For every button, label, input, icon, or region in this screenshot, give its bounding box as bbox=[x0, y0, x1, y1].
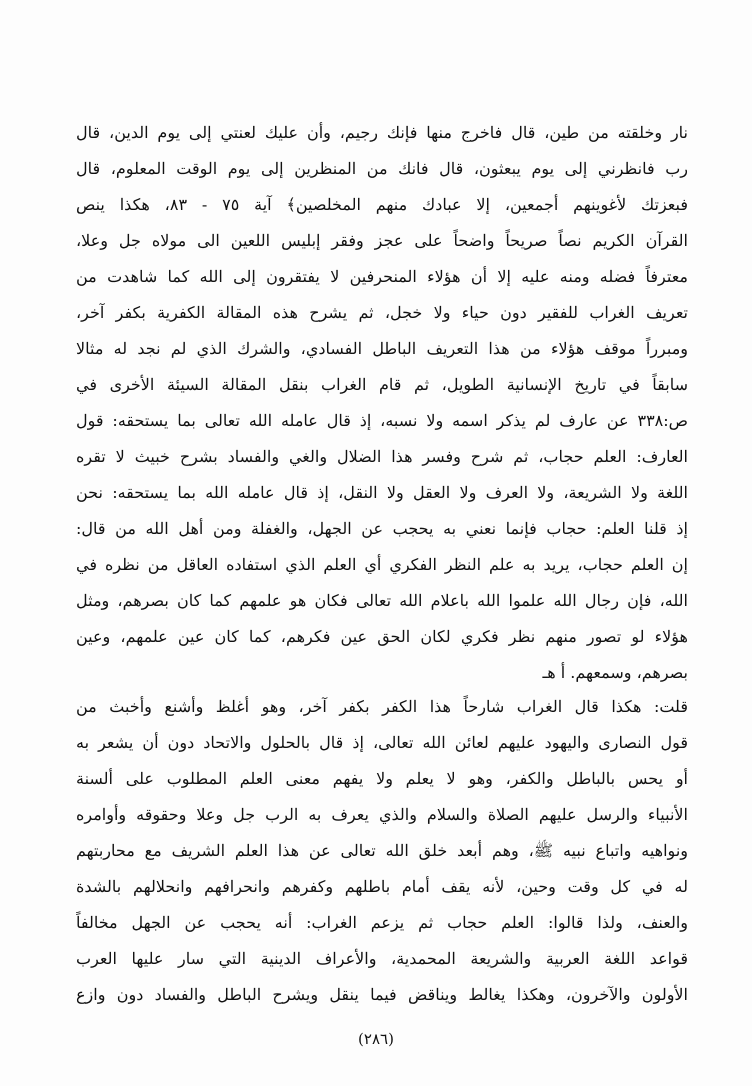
text-line: إن العلم حجاب، يريد به علم النظر الفكري أي العلم الذي استفاده العاقل من نظره في bbox=[76, 555, 688, 574]
text-line: نار وخلقته من طين، قال فاخرج منها فإنك رجيم، وأن عليك لعنتي إلى يوم الدين، قال bbox=[76, 123, 688, 142]
text-line: قول النصارى واليهود عليهم لعائن الله تعالى، إذ قال بالحلول والاتحاد دون أن يشعر به bbox=[76, 733, 688, 752]
text-line: هؤلاء لو تصور منهم نظر فكري لكان الحق عين فكرهم، كما كان عين علمهم، وعين bbox=[76, 627, 688, 646]
text-line: قواعد اللغة العربية والشريعة المحمدية، والأعراف الدينية التي سار عليها العرب bbox=[76, 949, 688, 968]
page-number: (٢٨٦) bbox=[358, 1030, 394, 1048]
text-line: بصرهم، وسمعهم. أ هـ bbox=[542, 663, 688, 682]
text-line: إذ قلنا العلم: حجاب فإنما نعني به يحجب عن الجهل، والغفلة ومن أهل الله من قال: bbox=[76, 519, 688, 538]
text-line: الله، فإن رجال الله علموا الله باعلام الله تعالى فكان هو علمهم كما كان بصرهم، ومثل bbox=[76, 591, 688, 610]
text-line: العارف: العلم حجاب، ثم شرح وفسر هذا الضلال والغي والفساد بشرح خبيث لا تقره bbox=[76, 447, 688, 466]
text-line: اللغة ولا الشريعة، ولا العرف ولا العقل ولا النقل، إذ قال عامله الله بما يستحقه: نحن bbox=[76, 483, 688, 502]
text-line: ومبرراً موقف هؤلاء من هذا التعريف الباطل الفسادي، والشرك الذي لم نجد له مثالا bbox=[76, 339, 688, 358]
text-line: ونواهيه واتباع نبيه ﷺ، وهم أبعد خلق الله تعالى عن هذا العلم الشريف مع محاربتهم bbox=[76, 841, 688, 860]
text-line: تعريف الغراب للفقير دون حياء ولا خجل، ثم يشرح هذه المقالة الكفرية بكفر آخر، bbox=[76, 303, 688, 322]
text-line: الأولون والآخرون، وهكذا يغالط ويناقض فيما ينقل ويشرح الباطل والفساد دون وازع bbox=[76, 985, 688, 1004]
paragraph-continuation bbox=[76, 115, 688, 691]
text-line: معترفاً فضله ومنه عليه إلا أن هؤلاء المنحرفين لا يفتقرون إلى الله كما شاهدت من bbox=[76, 267, 688, 286]
text-line: والعنف، ولذا قالوا: العلم حجاب ثم يزعم الغراب: أنه يحجب عن الجهل مخالفاً bbox=[76, 913, 688, 932]
text-line: قلت: هكذا قال الغراب شارحاً هذا الكفر بكفر آخر، وهو أغلظ وأشنع وأخبث من bbox=[76, 697, 688, 716]
text-line: أو يحس بالباطل والكفر، وهو لا يعلم ولا يفهم معنى العلم المطلوب على ألسنة bbox=[76, 769, 688, 788]
text-line: الأنبياء والرسل عليهم الصلاة والسلام والذي يعرف به الرب جل وعلا وحقوقه وأوامره bbox=[76, 805, 688, 824]
text-line: سابقاً في تاريخ الإنسانية الطويل، ثم قام الغراب بنقل المقالة السيئة الأخرى في bbox=[76, 375, 688, 394]
paragraph-commentary bbox=[76, 689, 688, 1013]
text-line: له في كل وقت وحين، لأنه يقف أمام باطلهم وكفرهم وانحرافهم وانحلالهم بالشدة bbox=[76, 877, 688, 896]
text-line: رب فانظرني إلى يوم يبعثون، قال فانك من المنظرين إلى يوم الوقت المعلوم، قال bbox=[76, 159, 688, 178]
text-line: القرآن الكريم نصاً صريحاً واضحاً على عجز وفقر إبليس اللعين الى مولاه جل وعلا، bbox=[76, 231, 688, 250]
text-line: فبعزتك لأغوينهم أجمعين، إلا عبادك منهم المخلصين﴾ آية ٧٥ - ٨٣، هكذا ينص bbox=[76, 195, 688, 214]
text-line: ص:٣٣٨ عن عارف لم يذكر اسمه ولا نسبه، إذ قال عامله الله تعالى بما يستحقه: قول bbox=[76, 411, 688, 430]
